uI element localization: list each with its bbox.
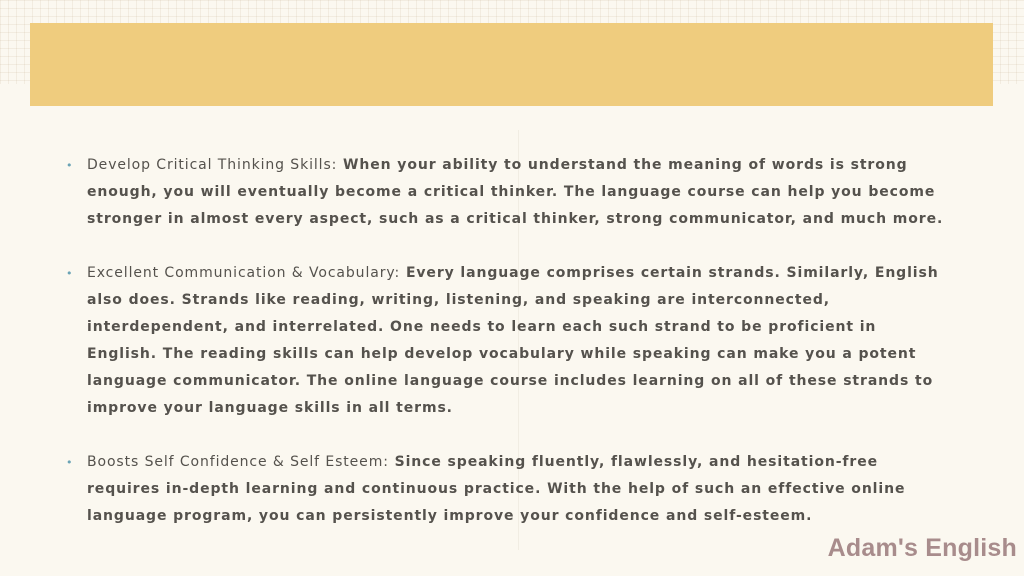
- bullet-list: [66, 152, 946, 530]
- bullet-dot-icon: •: [66, 267, 74, 280]
- bullet-dot-icon: •: [66, 456, 74, 469]
- bullet-heading: Develop Critical Thinking Skills:: [87, 157, 338, 173]
- bullet-item-communication: [66, 260, 946, 422]
- brand-logo-text: Adam's English: [827, 534, 1017, 562]
- bullet-dot-icon: •: [66, 159, 74, 172]
- bullet-text: Since speaking fluently, flawlessly, and hesitation-free requires in-depth learning and continuous practice. With the help of such an effective online language program, you can persistently improve your confidence and self-esteem.: [87, 454, 906, 524]
- header-band: [30, 23, 993, 106]
- bullet-item-self-confidence: [66, 449, 946, 530]
- bullet-text: When your ability to understand the meaning of words is strong enough, you will eventually become a critical thinker. The language course can help you become stronger in almost every aspect, such as a critical thinker, strong communicator, and much more.: [87, 157, 944, 227]
- bullet-text: Every language comprises certain strands. Similarly, English also does. Strands like reading, writing, listening, and speaking are interconnected, interdependent, and interrelated. One needs to learn each such strand to be proficient in English. The reading skills can help develop vocabulary while speaking can make you a potent language communicator. The online language course includes learning on all of these strands to improve your language skills in all terms.: [87, 265, 939, 416]
- bullet-item-critical-thinking: [66, 152, 946, 233]
- bullet-heading: Excellent Communication & Vocabulary:: [87, 265, 401, 281]
- bullet-heading: Boosts Self Confidence & Self Esteem:: [87, 454, 389, 470]
